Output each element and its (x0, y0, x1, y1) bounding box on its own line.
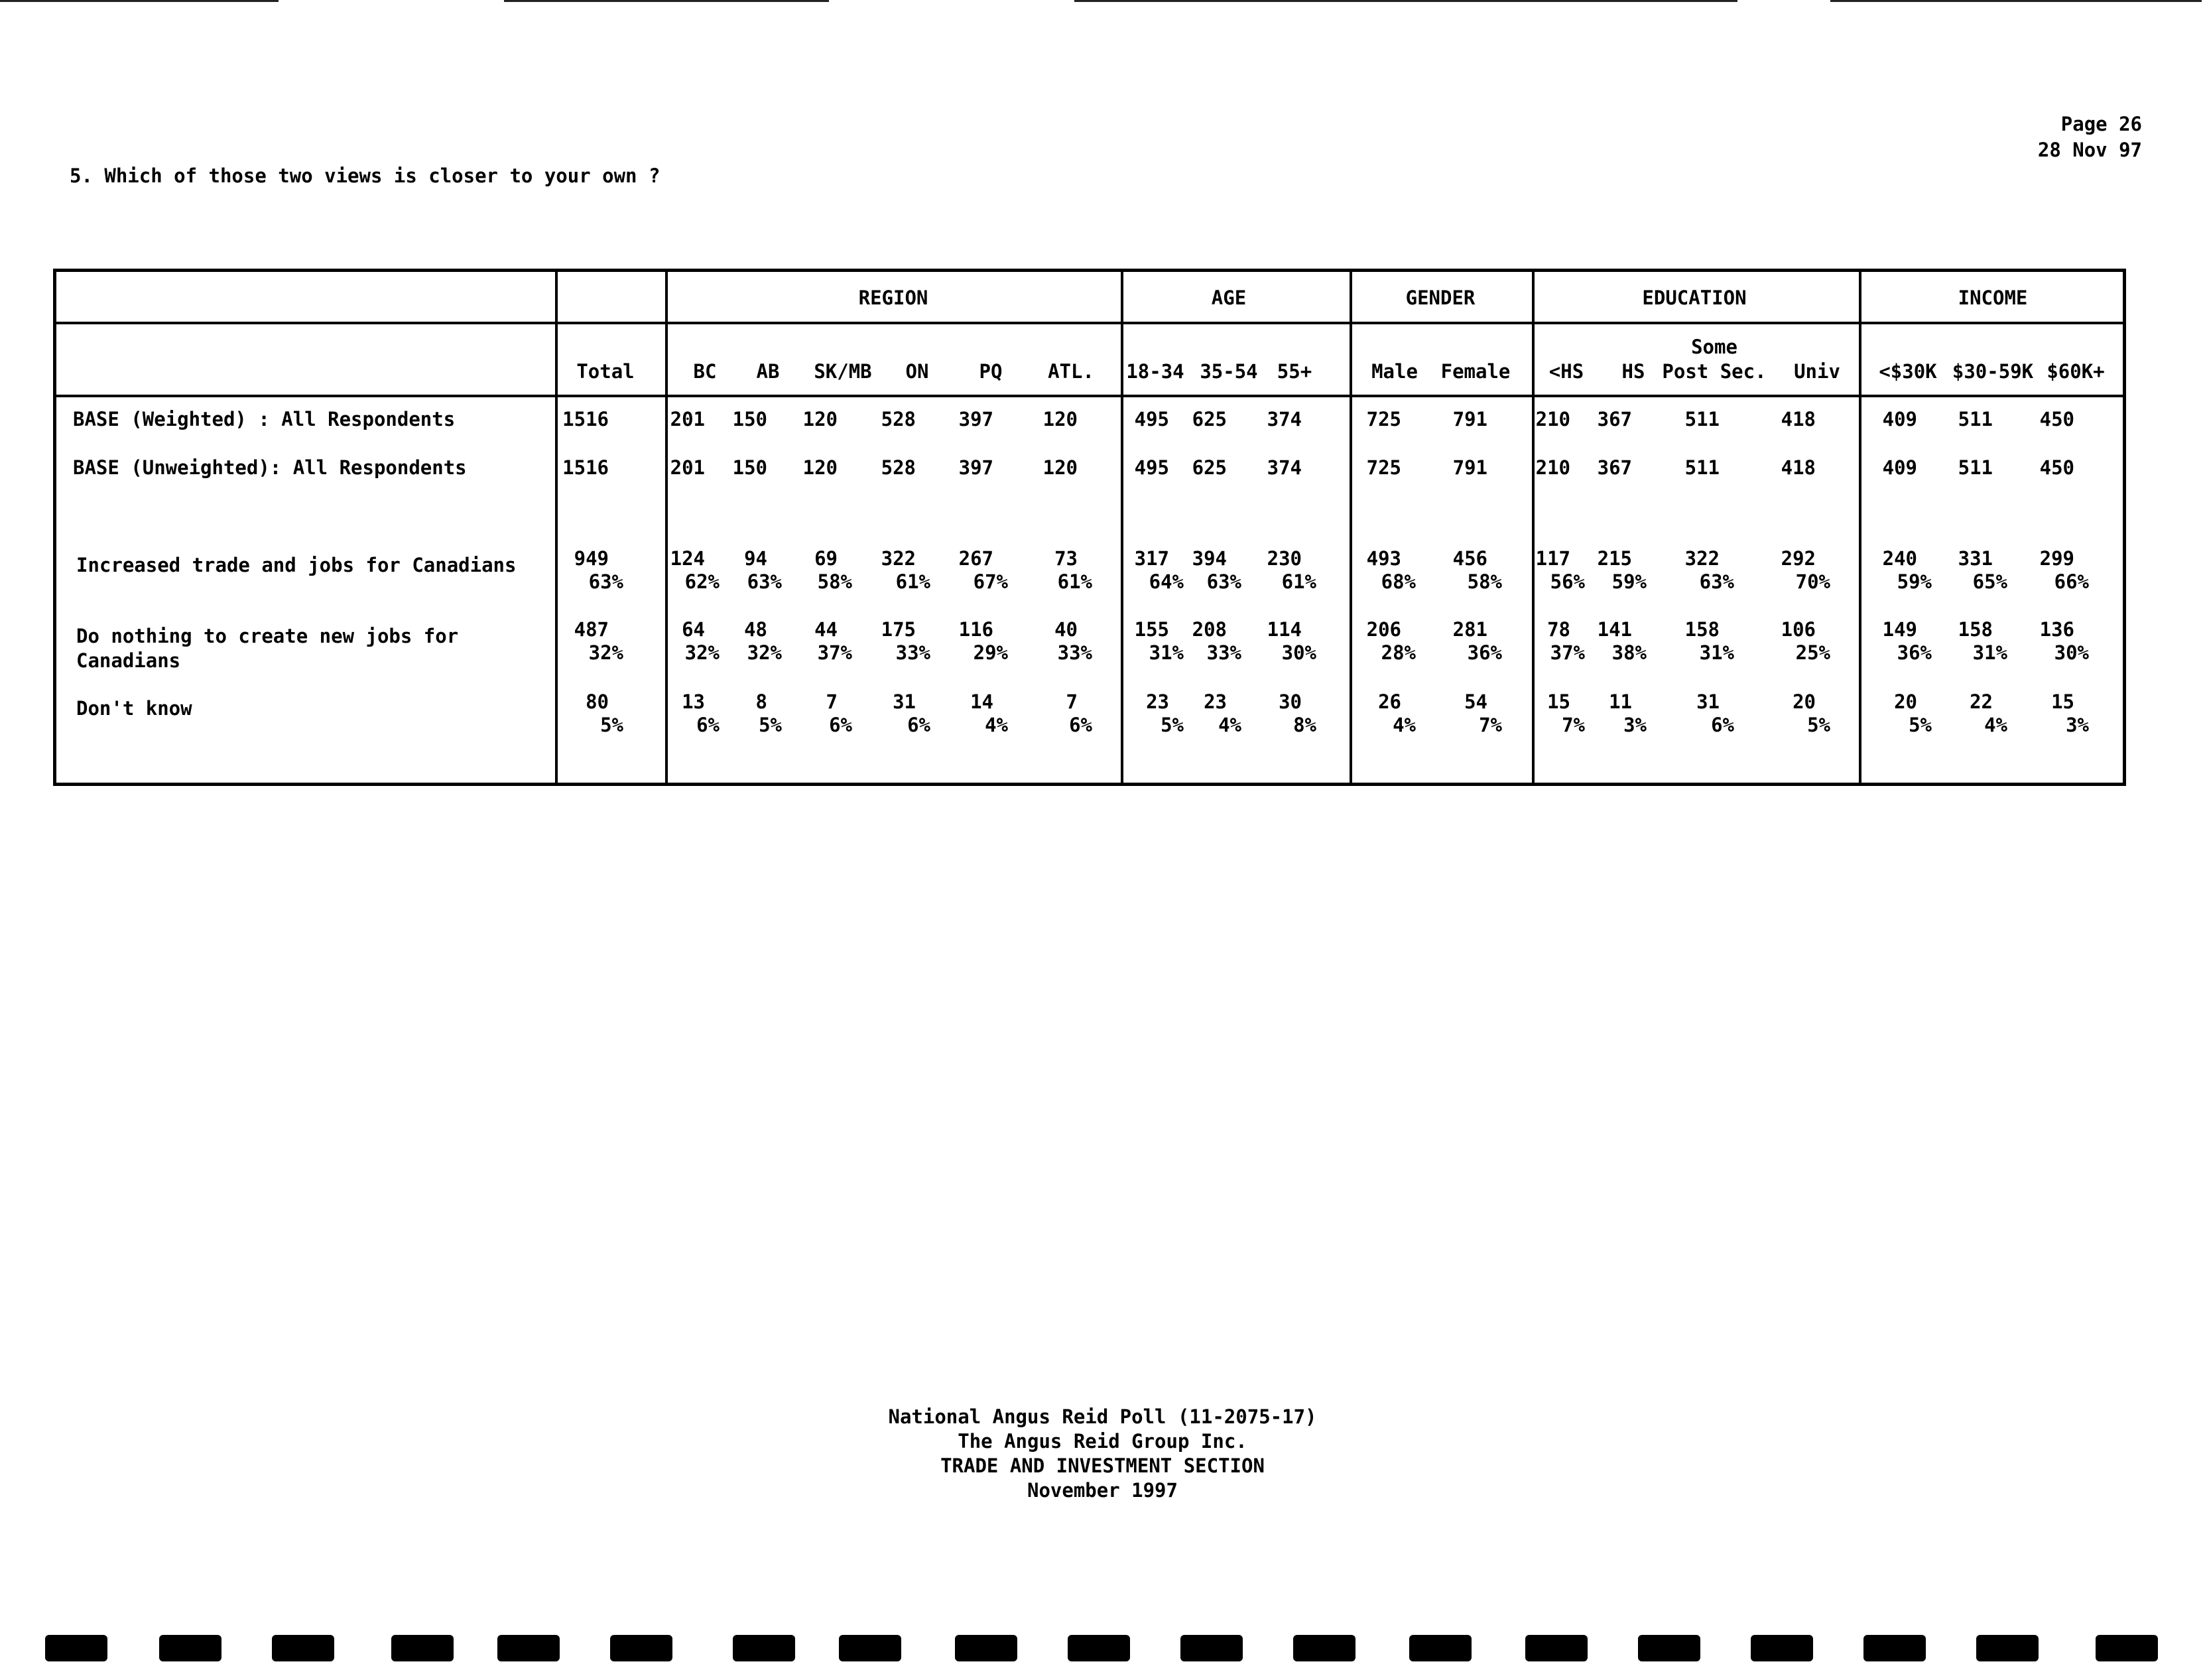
count-value: 215 (1597, 547, 1632, 570)
percent-value: 36% (1897, 641, 1932, 664)
answer-label: Increased trade and jobs for Canadians (76, 554, 517, 576)
count-value: 493 (1366, 547, 1401, 570)
footer-section: TRADE AND INVESTMENT SECTION (940, 1454, 1265, 1477)
percent-value: 6% (696, 714, 720, 736)
base-value: 201 (670, 456, 705, 479)
percent-value: 5% (1909, 714, 1932, 736)
count-value: 281 (1452, 618, 1487, 641)
base-value: 418 (1781, 456, 1816, 479)
base-value: 397 (958, 456, 993, 479)
percent-value: 56% (1550, 570, 1585, 593)
count-value: 26 (1378, 690, 1401, 713)
perforation-mark (159, 1635, 221, 1661)
count-value: 317 (1134, 547, 1169, 570)
percent-value: 38% (1611, 641, 1647, 664)
percent-value: 65% (1972, 570, 2007, 593)
column-header: Univ (1794, 360, 1840, 383)
percent-value: 32% (588, 641, 623, 664)
count-value: 15 (2051, 690, 2074, 713)
page-date: 28 Nov 97 (2037, 139, 2142, 161)
percent-value: 30% (1281, 641, 1316, 664)
base-value: 791 (1452, 456, 1487, 479)
count-value: 267 (958, 547, 993, 570)
column-header: SK/MB (814, 360, 872, 383)
percent-value: 6% (907, 714, 930, 736)
percent-value: 8% (1293, 714, 1316, 736)
perforation-mark (1525, 1635, 1588, 1661)
column-header: $30-59K (1952, 360, 2034, 383)
count-value: 69 (814, 547, 838, 570)
perforation-mark (391, 1635, 454, 1661)
count-value: 31 (1696, 690, 1720, 713)
percent-value: 67% (973, 570, 1008, 593)
scan-edge (0, 0, 279, 2)
count-value: 7 (826, 690, 838, 713)
column-header: AB (756, 360, 780, 383)
scan-edge (1074, 0, 1737, 2)
base-value: 374 (1267, 456, 1302, 479)
perforation-mark (1638, 1635, 1700, 1661)
footer-date: November 1997 (1027, 1479, 1178, 1502)
scan-edge (1830, 0, 2202, 2)
scan-edge (504, 0, 829, 2)
base-value: 120 (802, 408, 838, 430)
percent-value: 3% (1623, 714, 1647, 736)
column-header: Female (1440, 360, 1511, 383)
percent-value: 61% (1057, 570, 1092, 593)
percent-value: 61% (895, 570, 930, 593)
column-header: <$30K (1879, 360, 1937, 383)
footer-poll-name: National Angus Reid Poll (11-2075-17) (888, 1405, 1317, 1428)
base-value: 450 (2039, 456, 2074, 479)
column-divider (665, 272, 668, 783)
percent-value: 4% (1393, 714, 1416, 736)
percent-value: 4% (1218, 714, 1241, 736)
perforation-mark (839, 1635, 901, 1661)
count-value: 20 (1894, 690, 1917, 713)
base-value: 120 (1042, 456, 1078, 479)
base-value: 409 (1882, 456, 1917, 479)
group-header-gender: GENDER (1405, 287, 1476, 309)
percent-value: 32% (747, 641, 782, 664)
base-value: 450 (2039, 408, 2074, 430)
count-value: 14 (970, 690, 993, 713)
percent-value: 30% (2054, 641, 2089, 664)
count-value: 23 (1146, 690, 1169, 713)
percent-value: 64% (1149, 570, 1184, 593)
base-value: 511 (1958, 456, 1993, 479)
page-number: Page 26 (2060, 113, 2142, 135)
column-divider (555, 272, 558, 783)
column-header: ON (905, 360, 929, 383)
count-value: 22 (1970, 690, 1993, 713)
percent-value: 37% (1550, 641, 1585, 664)
base-value: 725 (1366, 408, 1401, 430)
header-divider (56, 322, 2123, 324)
column-header: <HS (1548, 360, 1584, 383)
base-value: 625 (1192, 408, 1227, 430)
count-value: 141 (1597, 618, 1632, 641)
base-value: 409 (1882, 408, 1917, 430)
column-divider (1859, 272, 1861, 783)
percent-value: 5% (1161, 714, 1184, 736)
count-value: 240 (1882, 547, 1917, 570)
column-header: PQ (979, 360, 1003, 383)
percent-value: 36% (1467, 641, 1502, 664)
base-row-label: BASE (Unweighted): All Respondents (73, 456, 467, 479)
percent-value: 33% (1206, 641, 1241, 664)
count-value: 40 (1054, 618, 1078, 641)
percent-value: 25% (1795, 641, 1830, 664)
count-value: 30 (1279, 690, 1302, 713)
percent-value: 6% (1711, 714, 1734, 736)
column-header: 55+ (1277, 360, 1312, 383)
count-value: 13 (682, 690, 705, 713)
count-value: 7 (1066, 690, 1078, 713)
column-divider (1350, 272, 1352, 783)
base-value: 210 (1535, 456, 1570, 479)
count-value: 117 (1535, 547, 1570, 570)
column-header: 35-54 (1200, 360, 1258, 383)
percent-value: 6% (1069, 714, 1092, 736)
count-value: 322 (881, 547, 916, 570)
column-header: ATL. (1048, 360, 1094, 383)
column-divider (1532, 272, 1535, 783)
count-value: 106 (1781, 618, 1816, 641)
percent-value: 58% (1467, 570, 1502, 593)
count-value: 394 (1192, 547, 1227, 570)
perforation-mark (272, 1635, 334, 1661)
count-value: 331 (1958, 547, 1993, 570)
count-value: 158 (1958, 618, 1993, 641)
count-value: 80 (586, 690, 609, 713)
percent-value: 32% (684, 641, 720, 664)
count-value: 487 (574, 618, 609, 641)
group-header-income: INCOME (1958, 287, 2028, 309)
percent-value: 63% (1699, 570, 1734, 593)
group-header-age: AGE (1211, 287, 1247, 309)
percent-value: 33% (1057, 641, 1092, 664)
base-value: 150 (732, 408, 767, 430)
base-row-label: BASE (Weighted) : All Respondents (73, 408, 456, 430)
footer (0, 1405, 2205, 1503)
count-value: 94 (744, 547, 767, 570)
percent-value: 31% (1972, 641, 2007, 664)
count-value: 158 (1684, 618, 1720, 641)
question-title: 5. Which of those two views is closer to your own ? (70, 164, 661, 187)
percent-value: 59% (1611, 570, 1647, 593)
count-value: 175 (881, 618, 916, 641)
perforation-mark (1976, 1635, 2039, 1661)
count-value: 206 (1366, 618, 1401, 641)
count-value: 44 (814, 618, 838, 641)
count-value: 230 (1267, 547, 1302, 570)
percent-value: 61% (1281, 570, 1316, 593)
percent-value: 5% (600, 714, 623, 736)
count-value: 78 (1547, 618, 1570, 641)
percent-value: 5% (1807, 714, 1830, 736)
count-value: 73 (1054, 547, 1078, 570)
percent-value: 58% (817, 570, 852, 593)
percent-value: 63% (1206, 570, 1241, 593)
count-value: 322 (1684, 547, 1720, 570)
base-value: 1516 (562, 408, 609, 430)
group-header-education: EDUCATION (1642, 287, 1747, 309)
page-header (2038, 111, 2142, 163)
perforation-mark (1409, 1635, 1472, 1661)
perforation-mark (1751, 1635, 1813, 1661)
perforation-mark (733, 1635, 795, 1661)
perforation-mark (1863, 1635, 1926, 1661)
percent-value: 4% (1984, 714, 2007, 736)
base-value: 528 (881, 456, 916, 479)
column-header: Total (576, 360, 635, 383)
base-value: 397 (958, 408, 993, 430)
count-value: 149 (1882, 618, 1917, 641)
base-value: 495 (1134, 456, 1169, 479)
footer-company: The Angus Reid Group Inc. (958, 1430, 1247, 1453)
count-value: 31 (893, 690, 916, 713)
count-value: 155 (1134, 618, 1169, 641)
percent-value: 63% (588, 570, 623, 593)
base-value: 495 (1134, 408, 1169, 430)
base-value: 120 (1042, 408, 1078, 430)
base-value: 120 (802, 456, 838, 479)
percent-value: 63% (747, 570, 782, 593)
percent-value: 31% (1699, 641, 1734, 664)
percent-value: 37% (817, 641, 852, 664)
crosstab-table (53, 269, 2126, 786)
perforation-mark (610, 1635, 672, 1661)
base-value: 201 (670, 408, 705, 430)
percent-value: 28% (1381, 641, 1416, 664)
count-value: 48 (744, 618, 767, 641)
answer-label: Do nothing to create new jobs for (76, 625, 459, 647)
group-header-region: REGION (858, 287, 928, 309)
count-value: 15 (1547, 690, 1570, 713)
base-value: 1516 (562, 456, 609, 479)
base-value: 725 (1366, 456, 1401, 479)
percent-value: 62% (684, 570, 720, 593)
percent-value: 29% (973, 641, 1008, 664)
count-value: 299 (2039, 547, 2074, 570)
count-value: 20 (1793, 690, 1816, 713)
base-value: 791 (1452, 408, 1487, 430)
column-header: BC (693, 360, 717, 383)
percent-value: 31% (1149, 641, 1184, 664)
perforation-mark (1293, 1635, 1355, 1661)
percent-value: 33% (895, 641, 930, 664)
column-header: HS (1621, 360, 1645, 383)
count-value: 114 (1267, 618, 1302, 641)
percent-value: 3% (2066, 714, 2089, 736)
base-value: 528 (881, 408, 916, 430)
answer-label: Canadians (76, 649, 181, 672)
column-header: Male (1371, 360, 1418, 383)
count-value: 292 (1781, 547, 1816, 570)
perforation-mark (1180, 1635, 1243, 1661)
perforation-mark (955, 1635, 1017, 1661)
percent-value: 5% (759, 714, 782, 736)
column-header: $60K+ (2047, 360, 2105, 383)
base-value: 367 (1597, 456, 1632, 479)
base-value: 418 (1781, 408, 1816, 430)
column-header: 18-34 (1126, 360, 1184, 383)
percent-value: 59% (1897, 570, 1932, 593)
count-value: 136 (2039, 618, 2074, 641)
count-value: 64 (682, 618, 705, 641)
count-value: 54 (1464, 690, 1487, 713)
percent-value: 68% (1381, 570, 1416, 593)
column-divider (1121, 272, 1123, 783)
percent-value: 6% (829, 714, 852, 736)
percent-value: 4% (985, 714, 1008, 736)
answer-label: Don't know (76, 697, 192, 720)
perforation-mark (45, 1635, 107, 1661)
count-value: 456 (1452, 547, 1487, 570)
base-value: 511 (1684, 456, 1720, 479)
count-value: 124 (670, 547, 705, 570)
base-value: 625 (1192, 456, 1227, 479)
count-value: 23 (1204, 690, 1227, 713)
percent-value: 7% (1479, 714, 1502, 736)
column-header: Some (1691, 336, 1737, 358)
perforation-mark (497, 1635, 560, 1661)
count-value: 208 (1192, 618, 1227, 641)
count-value: 949 (574, 547, 609, 570)
perforation-mark (1068, 1635, 1130, 1661)
base-value: 511 (1958, 408, 1993, 430)
percent-value: 66% (2054, 570, 2089, 593)
count-value: 116 (958, 618, 993, 641)
count-value: 11 (1609, 690, 1632, 713)
base-value: 511 (1684, 408, 1720, 430)
base-value: 210 (1535, 408, 1570, 430)
count-value: 8 (755, 690, 767, 713)
perforation-mark (2096, 1635, 2158, 1661)
percent-value: 7% (1562, 714, 1585, 736)
base-value: 150 (732, 456, 767, 479)
column-header: Post Sec. (1662, 360, 1767, 383)
percent-value: 70% (1795, 570, 1830, 593)
header-divider (56, 395, 2123, 397)
base-value: 374 (1267, 408, 1302, 430)
base-value: 367 (1597, 408, 1632, 430)
